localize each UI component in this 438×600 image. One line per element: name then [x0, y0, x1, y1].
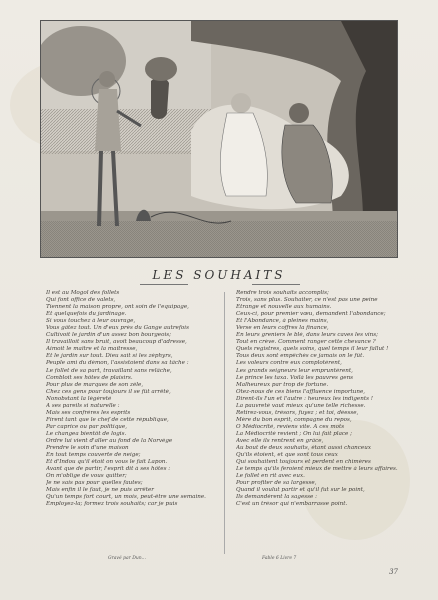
poem-line: Aimoit le maître et la maîtresse, [46, 346, 138, 353]
column-divider [224, 292, 225, 554]
poem-line: Le changea bientôt de logis. [46, 430, 127, 437]
poem-line: Qui font office de valets, [46, 297, 116, 304]
poem-line: En tout temps couverte de neige; [46, 452, 141, 459]
poem-line: Pour plus de marques de son zèle, [46, 381, 144, 388]
poem-line: Dirent-ils l'un et l'autre : heureux les indigents ! [236, 395, 373, 402]
poem-line: Prendre le soin d'une maison [46, 445, 129, 452]
poem-line: En leurs greniers le blé, dans leurs caves les vins; [236, 332, 379, 339]
engraver-credit: Gravé par Dun... [108, 556, 146, 561]
poem-line: Et quelquefois du jardinage. [46, 311, 127, 318]
poem-line: Verse en leurs coffres la finance, [236, 325, 329, 332]
poem-line: Je ne sais pas pour quelles fautes; [46, 480, 143, 487]
poem-line: La pauvreté vaut mieux qu'une telle richesse. [236, 402, 366, 409]
poem-line: Mais enfin il le faut, je ne puis arrêter [46, 487, 154, 494]
poem-line: Et d'Indou qu'il étoit on vous le fait Lapon. [46, 459, 168, 466]
poem-line: Otez-nous de ces biens l'affluence importune, [236, 388, 366, 395]
poem-line: Mère du bon esprit, compagne du repos, [236, 416, 352, 423]
poem-line: Le follet de sa part, travaillant sans relâche, [46, 367, 172, 374]
poem-line: Quand il voulut partir et qu'il fut sur le point, [236, 487, 365, 494]
poem-line: Retirez-vous, trésors, fuyez ; et toi, déesse, [236, 409, 359, 416]
genie-head [99, 71, 115, 87]
poem-line: Cultivoit le jardin d'un assez bon bourgeois; [46, 332, 171, 339]
poem-line: C'est un trésor qui n'embarrasse point. [236, 501, 348, 508]
poem-left-column [46, 290, 228, 508]
man-turban [289, 103, 309, 123]
poem-line: Firent tant que le chef de cette république, [46, 416, 169, 423]
poem-line: Étrange et nouvelle aux humains. [236, 304, 332, 311]
poem-line: Pour profiter de sa largesse, [236, 480, 317, 487]
poem-line: Qu'ils étoient, et que sont tous ceux [236, 452, 338, 459]
poem-line: Qui souhaitent toujours et perdent en chimères [236, 459, 371, 466]
poem-line: Les grands seigneurs leur empruntèrent, [236, 367, 353, 374]
poem-line: Il est au Mogol des follets [46, 290, 120, 296]
poem-line: Ils demandèrent la sagesse : [236, 494, 317, 501]
poem-line: Combloit ses hôtes de plaisirs. [46, 374, 133, 381]
poem-line: Mais ses confrères les esprits [46, 409, 131, 416]
poem-line: A ses pareils si naturelle : [46, 402, 120, 409]
poem-line: Il travailloit sans bruit, avoit beaucoup d'adresse, [46, 339, 187, 346]
poem-line: Trois, sans plus. Souhaiter, ce n'est pas une peine [236, 297, 378, 304]
title-rule-right [252, 284, 300, 285]
poem-line: Vous gâtez tout. Un d'eux près du Gange autrefois [46, 325, 189, 332]
poem-line: Si vous touchez à leur ouvrage, [46, 318, 136, 325]
poem-line: Employez-la; formez trois souhaits; car je puis [46, 501, 178, 508]
poem-line: Qu'un temps fort court, un mois, peut-être une semaine. [46, 494, 206, 501]
poem-line: Rendre trois souhaits accomplis; [236, 290, 329, 296]
poem-line: Quels registres, quels soins, quel temps il leur fallut ! [236, 346, 389, 353]
fable-reference: Fable 6 Livre 7 [262, 556, 297, 561]
poem-line: Par caprice ou par politique, [46, 423, 127, 430]
floor-carpet [41, 221, 397, 257]
engraving-scene [41, 21, 397, 257]
poem-line: Chez ces gens pour toujours il se fût arrêté, [46, 388, 171, 395]
poem-line: Au bout de deux souhaits, étant aussi chanceux [236, 445, 371, 452]
poem-line: Le temps qu'ils feroient mieux de mettre à leurs affaires. [236, 466, 398, 473]
poem-right-column [236, 290, 418, 508]
poem-line: Avec elle ils rentrent en grâce, [236, 437, 324, 444]
poem-line: Avant que de partir, l'esprit dit à ses hôtes : [46, 466, 171, 473]
engraving-illustration [40, 20, 398, 258]
poem-line: Tous deux sont empêchés ce jamais on le fût. [236, 353, 365, 360]
poem-line: Et le jardin sur tout. Dieu sait si les zéphyrs, [46, 353, 173, 360]
poem-line: Tiennent la maison propre, ont soin de l'equipage, [46, 304, 189, 311]
woman-head [231, 93, 251, 113]
poem-line: Nonobstant la légèreté [46, 395, 112, 402]
poem-line: Malheureux par trop de fortune. [236, 381, 329, 388]
fable-title: LES SOUHAITS [152, 268, 286, 282]
poem-line: Tout en crève. Comment ranger cette chevance ? [236, 339, 376, 346]
poem-line: Peuple ami du démon, l'assistoient dans sa tâche : [46, 360, 189, 367]
genie-body [95, 89, 121, 151]
poem-line: Les voleurs contre eux complotèrent, [236, 360, 342, 367]
poem-line: Ordre lui vient d'aller au fond de la Norvège [46, 437, 173, 444]
poem-line: Le follet en rit avec eux. [236, 473, 305, 480]
poem-line: Ceux-ci, pour premier vœu, demandent l'abondance; [236, 311, 386, 318]
vase-icon [151, 77, 169, 119]
flowers [145, 57, 177, 81]
poem-line: Et l'Abondance, à pleines mains, [236, 318, 329, 325]
poem-line: Le prince les taxa. Voilà les pauvres gens [236, 374, 354, 381]
poem-line: La Médiocrité revient ; On lui fait place ; [236, 430, 353, 437]
poem-line: On m'oblige de vous quitter; [46, 473, 127, 480]
title-rule-left [140, 284, 188, 285]
page-number: 37 [389, 568, 398, 576]
poem-line: Ô Médiocrité, reviens vite. A ces mots [236, 423, 345, 430]
